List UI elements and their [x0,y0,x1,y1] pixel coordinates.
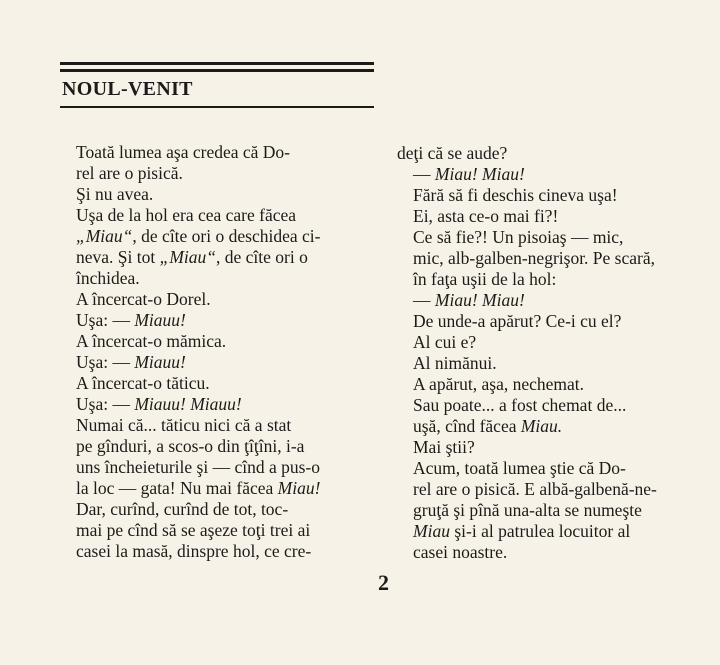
text-line: casei la masă, dinspre hol, ce cre- [76,541,312,561]
paragraph [397,374,709,395]
paragraph [397,458,709,563]
paragraph [60,142,380,184]
paragraph [397,227,709,290]
title-top-rule-2 [60,69,374,72]
paragraph [397,164,709,185]
text-line: deţi că se aude? [397,143,508,163]
paragraph [60,331,380,352]
text-line: Miau şi-i al patrulea locuitor al [413,521,631,541]
paragraph [60,394,380,415]
text-line: la loc — gata! Nu mai făcea Miau! [76,478,321,498]
paragraph [397,206,709,227]
text-line: pe gînduri, a scos-o din ţîţîni, i-a [76,436,305,456]
text-line: „Miau“, de cîte ori o deschidea ci- [76,226,321,246]
paragraph [397,311,709,353]
text-line: — Miau! Miau! [413,164,525,184]
paragraph [397,437,709,458]
text-line: mai pe cînd să se aşeze toţi trei ai [76,520,311,540]
page-number: 2 [378,570,389,595]
text-line: Uşa: — Miauu! [76,310,186,330]
text-line: uşă, cînd făcea Miau. [413,416,563,436]
text-line: mic, alb-galben-negrişor. Pe scară, [413,248,655,268]
text-line: rel are o pisică. E albă-galbenă-ne- [413,479,657,499]
paragraph [397,353,709,374]
paragraph [60,184,380,205]
text-line: gruţă şi pînă una-alta se numeşte [413,500,642,520]
title-bottom-rule [60,106,374,108]
paragraph [60,373,380,394]
text-line: Uşa: — Miauu! Miauu! [76,394,242,414]
text-line: închidea. [76,268,140,288]
left-text-column [60,142,380,562]
text-line: Uşa de la hol era cea care făcea [76,205,297,225]
text-line: A încercat-o tăticu. [76,373,210,393]
text-line: rel are o pisică. [76,163,183,183]
paragraph [60,289,380,310]
text-line: — Miau! Miau! [413,290,525,310]
right-text-column [397,143,709,563]
text-line: Uşa: — Miauu! [76,352,186,372]
text-line: în faţa uşii de la hol: [413,269,557,289]
title-top-rule [60,62,374,65]
text-line: Şi nu avea. [76,184,154,204]
text-line: Ei, asta ce-o mai fi?! [413,206,559,226]
paragraph [60,310,380,331]
paragraph [397,185,709,206]
text-line: De unde-a apărut? Ce-i cu el? [413,311,622,331]
paragraph [60,205,380,289]
paragraph [60,352,380,373]
text-line: neva. Şi tot „Miau“, de cîte ori o [76,247,308,267]
paragraph [397,395,709,437]
text-line: Toată lumea aşa credea că Do- [76,142,290,162]
text-line: casei noastre. [413,542,508,562]
text-line: Al cui e? [413,332,477,352]
text-line: Numai că... tăticu nici că a stat [76,415,292,435]
text-line: Al nimănui. [413,353,497,373]
text-line: uns încheieturile şi — cînd a pus-o [76,457,320,477]
text-line: Dar, curînd, curînd de tot, toc- [76,499,289,519]
paragraph [60,415,380,499]
text-line: A încercat-o Dorel. [76,289,211,309]
paragraph [397,143,709,164]
text-line: A apărut, aşa, nechemat. [413,374,585,394]
text-line: Fără să fi deschis cineva uşa! [413,185,618,205]
text-line: Mai ştii? [413,437,475,457]
chapter-title: NOUL-VENIT [62,78,193,100]
text-line: A încercat-o mămica. [76,331,227,351]
paragraph [60,499,380,562]
paragraph [397,290,709,311]
text-line: Acum, toată lumea ştie că Do- [413,458,626,478]
text-line: Ce să fie?! Un pisoiaş — mic, [413,227,624,247]
text-line: Sau poate... a fost chemat de... [413,395,627,415]
